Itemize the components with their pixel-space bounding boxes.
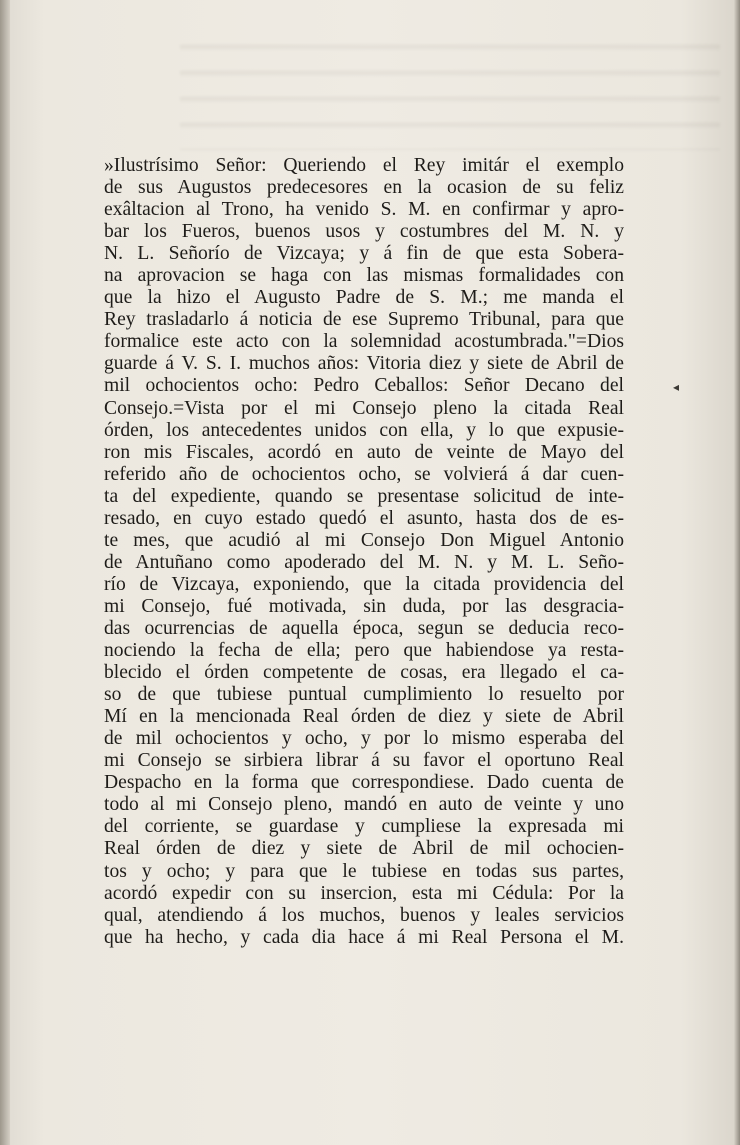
text-line: mil ochocientos ocho: Pedro Ceballos: Señor Decano del xyxy=(104,375,624,397)
text-line: acordó expedir con su insercion, esta mi Cédula: Por la xyxy=(104,882,624,904)
text-line: Despacho en la forma que correspondiese. Dado cuenta de xyxy=(104,772,624,794)
body-text xyxy=(104,155,624,949)
text-line: Real órden de diez y siete de Abril de mil ochocien- xyxy=(104,838,624,860)
text-line: so de que tubiese puntual cumplimiento lo resuelto por xyxy=(104,684,624,706)
text-line: bar los Fueros, buenos usos y costumbres del M. N. y xyxy=(104,221,624,243)
show-through-text xyxy=(180,30,720,150)
text-line: Mí en la mencionada Real órden de diez y siete de Abril xyxy=(104,706,624,728)
text-line: de Antuñano como apoderado del M. N. y M. L. Seño- xyxy=(104,551,624,573)
text-line: ta del expediente, quando se presentase solicitud de inte- xyxy=(104,485,624,507)
text-line: Rey trasladarlo á noticia de ese Supremo Tribunal, para que xyxy=(104,309,624,331)
text-line: das ocurrencias de aquella época, segun se deducia reco- xyxy=(104,617,624,639)
text-line: que ha hecho, y cada dia hace á mi Real Persona el M. xyxy=(104,926,624,948)
text-line: ron mis Fiscales, acordó en auto de veinte de Mayo del xyxy=(104,441,624,463)
text-line: tos y ocho; y para que le tubiese en todas sus partes, xyxy=(104,860,624,882)
text-line: formalice este acto con la solemnidad acostumbrada."=Dios xyxy=(104,331,624,353)
page-left-edge-shadow xyxy=(0,0,10,1145)
text-line: nociendo la fecha de ella; pero que habiendose ya resta- xyxy=(104,640,624,662)
text-line: de sus Augustos predecesores en la ocasion de su feliz xyxy=(104,177,624,199)
text-line: de mil ochocientos y ocho, y por lo mismo esperaba del xyxy=(104,728,624,750)
text-line: resado, en cuyo estado quedó el asunto, hasta dos de es- xyxy=(104,507,624,529)
text-line: órden, los antecedentes unidos con ella, y lo que expusie- xyxy=(104,419,624,441)
text-line: »Ilustrísimo Señor: Queriendo el Rey imitár el exemplo xyxy=(104,155,624,176)
text-line: río de Vizcaya, exponiendo, que la citada providencia del xyxy=(104,573,624,595)
text-line: te mes, que acudió al mi Consejo Don Miguel Antonio xyxy=(104,529,624,551)
page-right-edge-shadow xyxy=(734,0,740,1145)
text-line: na aprovacion se haga con las mismas formalidades con xyxy=(104,265,624,287)
text-line: que la hizo el Augusto Padre de S. M.; me manda el xyxy=(104,287,624,309)
text-line: mi Consejo se sirbiera librar á su favor el oportuno Real xyxy=(104,750,624,772)
text-line: todo al mi Consejo pleno, mandó en auto de veinte y uno xyxy=(104,794,624,816)
text-line: mi Consejo, fué motivada, sin duda, por las desgracia- xyxy=(104,595,624,617)
text-line: Consejo.=Vista por el mi Consejo pleno la citada Real xyxy=(104,397,624,419)
text-line: exâltacion al Trono, ha venido S. M. en confirmar y apro- xyxy=(104,199,624,221)
text-line: guarde á V. S. I. muchos años: Vitoria diez y siete de Abril de xyxy=(104,353,624,375)
text-line: blecido el órden competente de cosas, era llegado el ca- xyxy=(104,662,624,684)
text-line: N. L. Señorío de Vizcaya; y á fin de que esta Sobera- xyxy=(104,243,624,265)
text-line: qual, atendiendo á los muchos, buenos y leales servicios xyxy=(104,904,624,926)
text-line: referido año de ochocientos ocho, se volvierá á dar cuen- xyxy=(104,463,624,485)
text-line: del corriente, se guardase y cumpliese la expresada mi xyxy=(104,816,624,838)
margin-mark: ◂ xyxy=(673,380,680,394)
